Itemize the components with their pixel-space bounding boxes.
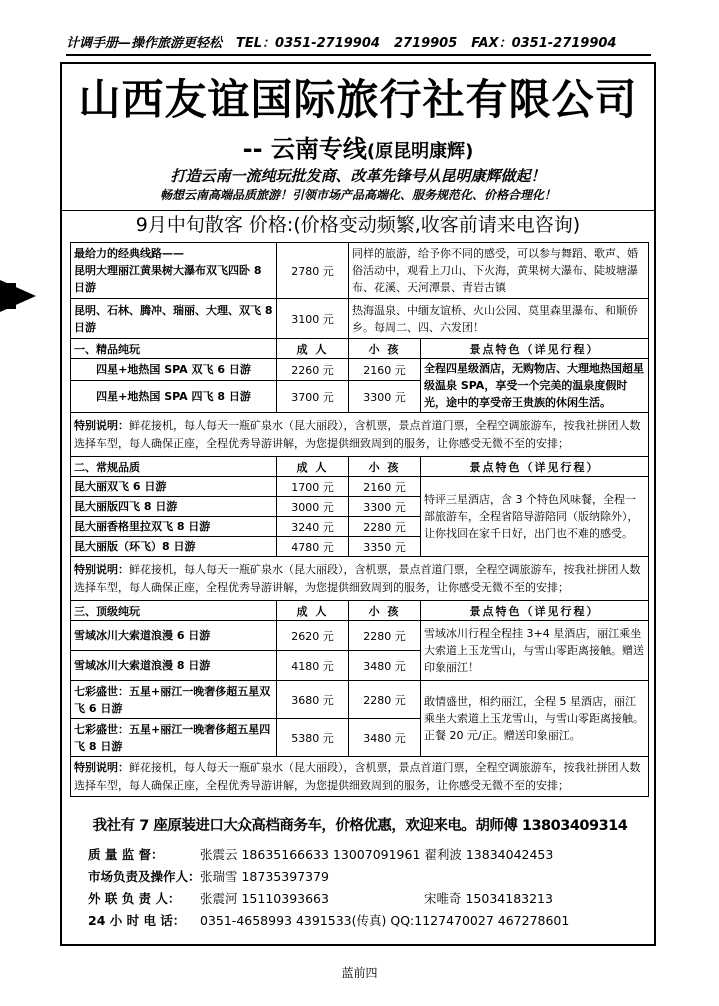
contact-label: 外 联 负 责 人： — [88, 891, 181, 906]
section-title: 二、常规品质 — [71, 457, 277, 477]
contact-block — [88, 844, 648, 932]
table-row — [71, 359, 649, 381]
route-name: 雪域冰川大索道浪漫 6 日游 — [71, 621, 277, 651]
slogan-line-1: 打造云南一流纯玩批发商、改革先锋号从昆明康辉做起！ — [170, 167, 546, 185]
route-name: 昆大丽香格里拉双飞 8 日游 — [71, 517, 277, 537]
slogan-line-2: 畅想云南高端品质旅游！引领市场产品高端化、服务规范化、价格合理化！ — [159, 188, 556, 202]
promo-line: 我社有 7 座原装进口大众高档商务车，价格优惠，欢迎来电。胡师傅 13803409314 — [92, 818, 628, 834]
section-features-b: 敢情盛世，相约丽江，全程 5 星酒店，丽江乘坐大索道上玉龙雪山，与雪山零距离接触。正餐 20 元/正。赠送印象丽江。 — [421, 681, 649, 757]
adult-price: 3700 元 — [277, 381, 349, 413]
contact-value-2: 宋唯奇 15034183213 — [424, 891, 553, 906]
subtitle-main: -- 云南专线 — [242, 135, 367, 163]
contact-label: 市场负责及操作人： — [88, 869, 201, 884]
section-features-a: 雪域冰川行程全程挂 3+4 星酒店，丽江乘坐大索道上玉龙雪山，与雪山零距离接触。赠送印象丽江！ — [421, 621, 649, 681]
section-title: 三、顶级纯玩 — [71, 601, 277, 621]
adult-price: 3240 元 — [277, 517, 349, 537]
note-row — [71, 757, 649, 797]
company-name: 山西友谊国际旅行社有限公司 — [78, 75, 638, 124]
child-price: 2160 元 — [349, 477, 421, 497]
table-row — [71, 477, 649, 497]
subtitle-paren: (原昆明康辉) — [366, 141, 474, 162]
header-slogan: 计调手册—操作旅游更轻松 — [66, 36, 223, 51]
adult-price: 2260 元 — [277, 359, 349, 381]
top-contact-bar — [66, 34, 651, 56]
arrow-pointer-icon — [0, 280, 36, 312]
contact-value: 张震云 18635166633 13007091961 翟利波 13834042453 — [200, 847, 554, 862]
route-name: 雪域冰川大索道浪漫 8 日游 — [71, 651, 277, 681]
header-fax: FAX：0351-2719904 — [471, 36, 617, 51]
adult-price: 4180 元 — [277, 651, 349, 681]
col-adult: 成 人 — [277, 339, 349, 359]
col-feature: 景点特色（详见行程） — [421, 339, 649, 359]
section-header-row — [71, 339, 649, 359]
col-adult: 成 人 — [277, 457, 349, 477]
child-price: 2280 元 — [349, 681, 421, 719]
route-name: 四星+地热国 SPA 双飞 6 日游 — [71, 359, 277, 381]
contact-label: 24 小 时 电 话： — [88, 913, 186, 928]
page-footer: 蓝前四 — [341, 966, 378, 980]
child-price: 2280 元 — [349, 621, 421, 651]
header-tel: TEL：0351-2719904 — [236, 36, 380, 51]
child-price: 2160 元 — [349, 359, 421, 381]
note-row — [71, 557, 649, 601]
contact-value: 0351-4658993 4391533(传真) QQ:1127470027 467278601 — [200, 913, 570, 928]
special-note: 特别说明：鲜花接机，每人每天一瓶矿泉水（昆大丽段），含机票，景点首道门票，全程空调旅游车，按我社拼团人数选择车型，每人确保正座，全程优秀导游讲解，为您提供细致周到的服务，让你感受无微不至的安排； — [71, 557, 649, 601]
route-name: 四星+地热国 SPA 四飞 8 日游 — [71, 381, 277, 413]
child-price: 3300 元 — [349, 497, 421, 517]
contact-row — [88, 866, 648, 888]
route-name: 七彩盛世：五星+丽江一晚奢侈超五星四飞 8 日游 — [71, 719, 277, 757]
route-features: 热海温泉、中缅友谊桥、火山公园、莫里森里瀑布、和顺侨乡。每周二、四、六发团！ — [349, 299, 649, 339]
child-price: 2280 元 — [349, 517, 421, 537]
classic-title: 最给力的经典线路—— — [74, 247, 184, 260]
route-price-table — [70, 242, 649, 797]
adult-price: 3000 元 — [277, 497, 349, 517]
contact-value: 张震河 15110393663 — [200, 891, 329, 906]
subtitle — [62, 134, 654, 167]
section-features: 特评三星酒店，含 3 个特色风味餐，全程一部旅游车，全程省陪导游陪同（版纳除外），让你找回在家千日好，出门也不难的感受。 — [421, 477, 649, 557]
table-row — [71, 621, 649, 651]
child-price: 3480 元 — [349, 719, 421, 757]
route-name: 昆大丽版（环飞）8 日游 — [71, 537, 277, 557]
route-price: 2780 元 — [277, 243, 349, 299]
note-row — [71, 413, 649, 457]
col-feature: 景点特色（详见行程） — [421, 601, 649, 621]
section-header-row — [71, 601, 649, 621]
table-row — [71, 681, 649, 719]
route-name: 昆大丽版四飞 8 日游 — [71, 497, 277, 517]
route-name: 七彩盛世：五星+丽江一晚奢侈超五星双飞 6 日游 — [71, 681, 277, 719]
route-name: 昆大丽双飞 6 日游 — [71, 477, 277, 497]
contact-value: 张瑞雪 18735397379 — [200, 869, 329, 884]
route-name: 最给力的经典线路—— 昆明大理丽江黄果树大瀑布双飞四卧 8 日游 — [71, 243, 277, 299]
child-price: 3350 元 — [349, 537, 421, 557]
route-name: 昆明、石林、腾冲、瑞丽、大理、双飞 8 日游 — [71, 299, 277, 339]
table-row — [71, 299, 649, 339]
col-child: 小 孩 — [349, 601, 421, 621]
contact-label: 质 量 监 督： — [88, 847, 164, 862]
adult-price: 2620 元 — [277, 621, 349, 651]
adult-price: 3680 元 — [277, 681, 349, 719]
contact-row — [88, 888, 648, 910]
flyer-frame — [60, 62, 656, 946]
contact-row — [88, 844, 648, 866]
col-child: 小 孩 — [349, 457, 421, 477]
table-row — [71, 243, 649, 299]
section-header-row — [71, 457, 649, 477]
section-features: 全程四星级酒店，无购物店、大理地热国超星级温泉 SPA，享受一个完美的温泉度假时光，途中的享受帝王贵族的休闲生活。 — [421, 359, 649, 413]
header-tel2: 2719905 — [393, 36, 458, 51]
contact-row — [88, 910, 648, 932]
adult-price: 4780 元 — [277, 537, 349, 557]
col-feature: 景点特色（详见行程） — [421, 457, 649, 477]
special-note: 特别说明：鲜花接机，每人每天一瓶矿泉水（昆大丽段），含机票，景点首道门票，全程空调旅游车，按我社拼团人数选择车型，每人确保正座，全程优秀导游讲解，为您提供细致周到的服务，让你感受无微不至的安排； — [71, 757, 649, 797]
section-title: 一、精品纯玩 — [71, 339, 277, 359]
route-features: 同样的旅游，给予你不同的感受，可以参与舞蹈、歌声、婚俗活动中，观看上刀山、下火海，黄果树大瀑布、陡坡塘瀑布、花溪、天河潭景、青岩古镇 — [349, 243, 649, 299]
col-child: 小 孩 — [349, 339, 421, 359]
col-adult: 成 人 — [277, 601, 349, 621]
route-price: 3100 元 — [277, 299, 349, 339]
price-header: 9月中旬散客 价格:(价格变动频繁,收客前请来电咨询) — [62, 210, 654, 239]
special-note: 特别说明：鲜花接机，每人每天一瓶矿泉水（昆大丽段），含机票，景点首道门票，全程空调旅游车，按我社拼团人数选择车型，每人确保正座，全程优秀导游讲解，为您提供细致周到的服务，让你感受无微不至的安排； — [71, 413, 649, 457]
adult-price: 5380 元 — [277, 719, 349, 757]
child-price: 3480 元 — [349, 651, 421, 681]
adult-price: 1700 元 — [277, 477, 349, 497]
child-price: 3300 元 — [349, 381, 421, 413]
